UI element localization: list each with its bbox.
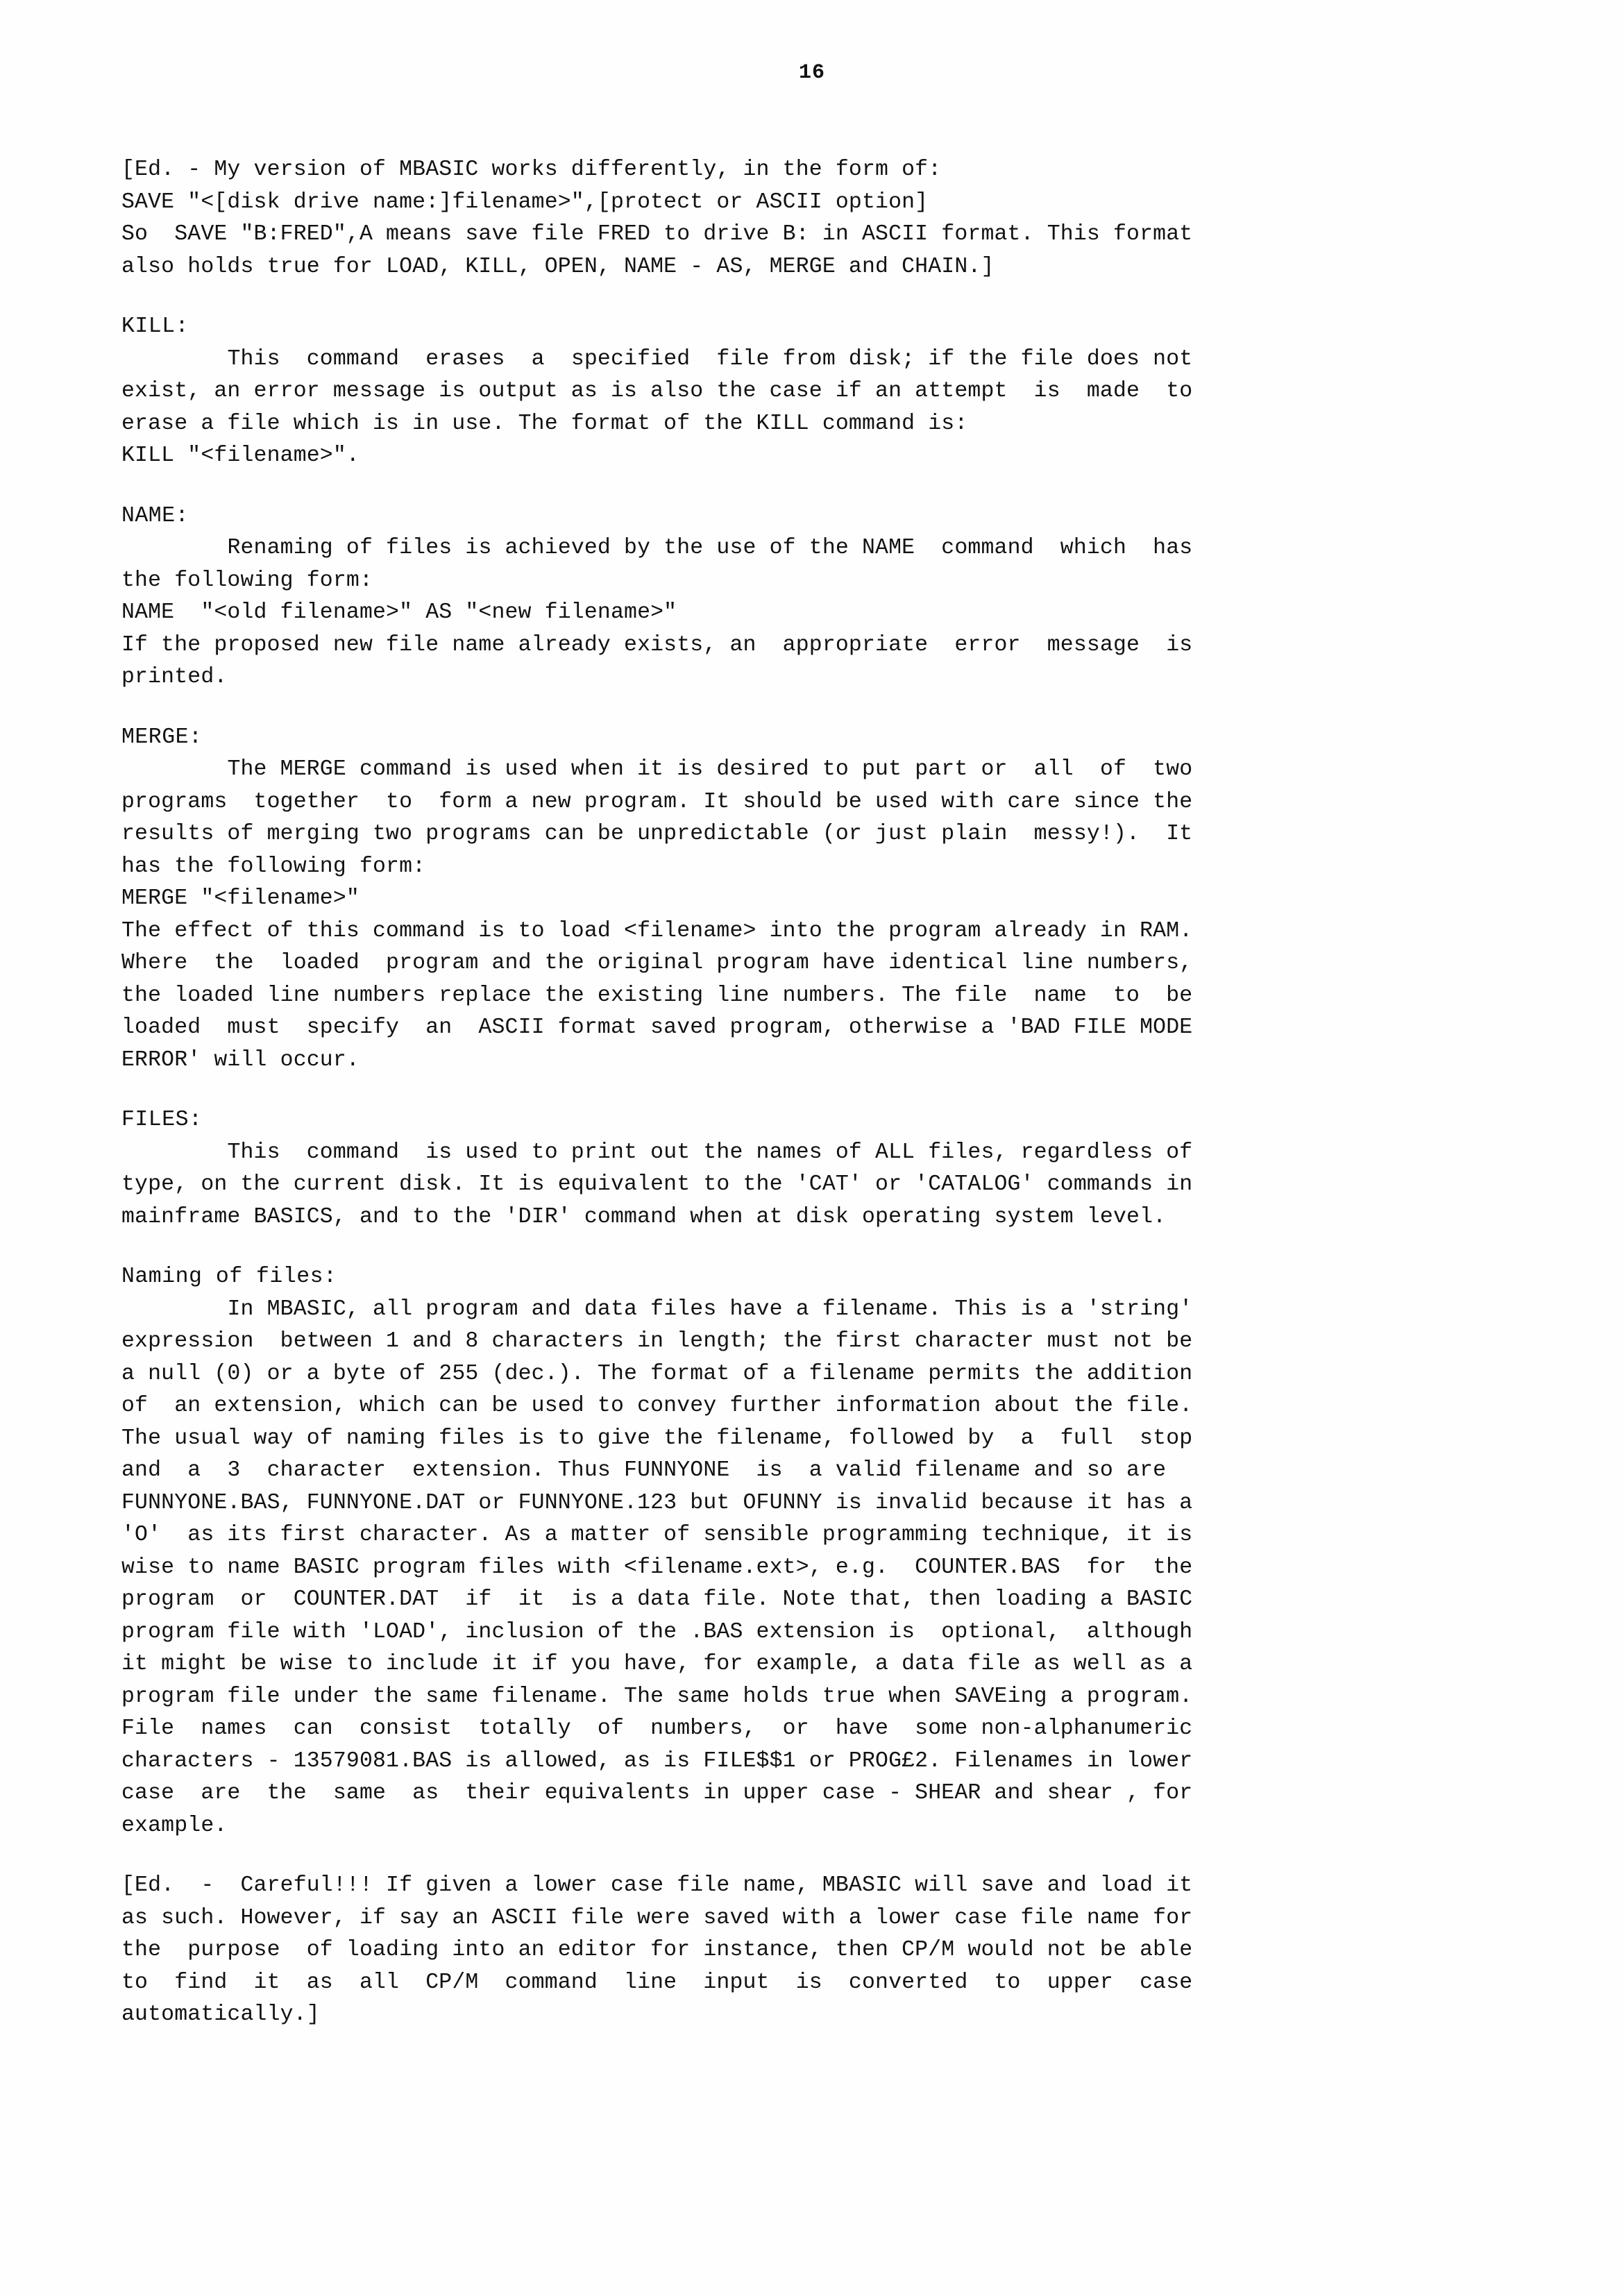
text-line: erase a file which is in use. The format of the KILL command is: bbox=[121, 411, 968, 436]
text-block-files bbox=[121, 1104, 1518, 1233]
text-line: characters - 13579081.BAS is allowed, as is FILE$$1 or PROG£2. Filenames in lower bbox=[121, 1748, 1193, 1773]
text-line: Where the loaded program and the original program have identical line numbers, bbox=[121, 951, 1193, 975]
text-line: The usual way of naming files is to give the filename, followed by a full stop bbox=[121, 1426, 1193, 1451]
text-line: type, on the current disk. It is equivalent to the 'CAT' or 'CATALOG' commands in bbox=[121, 1172, 1193, 1197]
text-line: NAME "<old filename>" AS "<new filename>" bbox=[121, 600, 677, 625]
text-line: results of merging two programs can be unpredictable (or just plain messy!). It bbox=[121, 822, 1193, 846]
text-block-kill bbox=[121, 311, 1518, 473]
text-line: Renaming of files is achieved by the use of the NAME command which has bbox=[121, 536, 1193, 560]
text-line: to find it as all CP/M command line input is converted to upper case bbox=[121, 1970, 1193, 1995]
text-line: expression between 1 and 8 characters in length; the first character must not be bbox=[121, 1329, 1193, 1353]
text-line: the following form: bbox=[121, 568, 373, 593]
text-line: program file with 'LOAD', inclusion of the .BAS extension is optional, although bbox=[121, 1619, 1193, 1644]
text-line: mainframe BASICS, and to the 'DIR' command when at disk operating system level. bbox=[121, 1204, 1167, 1229]
text-line: the loaded line numbers replace the existing line numbers. The file name to be bbox=[121, 983, 1193, 1008]
text-line: So SAVE "B:FRED",A means save file FRED to drive B: in ASCII format. This format bbox=[121, 222, 1193, 246]
text-line: automatically.] bbox=[121, 2002, 320, 2027]
text-line: FUNNYONE.BAS, FUNNYONE.DAT or FUNNYONE.123 but OFUNNY is invalid because it has a bbox=[121, 1490, 1193, 1515]
text-line: SAVE "<[disk drive name:]filename>",[protect or ASCII option] bbox=[121, 189, 929, 214]
text-line: [Ed. - My version of MBASIC works differently, in the form of: bbox=[121, 158, 942, 182]
text-block-naming-of-files bbox=[121, 1261, 1518, 1842]
text-line: has the following form: bbox=[121, 854, 426, 879]
text-line: This command erases a specified file from disk; if the file does not bbox=[121, 346, 1193, 371]
section-heading-files: FILES: bbox=[121, 1108, 203, 1132]
text-block-ed-note-top bbox=[121, 154, 1518, 283]
section-heading-kill: KILL: bbox=[121, 314, 189, 339]
text-line: loaded must specify an ASCII format saved program, otherwise a 'BAD FILE MODE bbox=[121, 1015, 1193, 1040]
text-line: of an extension, which can be used to convey further information about the file. bbox=[121, 1394, 1193, 1418]
text-line: wise to name BASIC program files with <filename.ext>, e.g. COUNTER.BAS for the bbox=[121, 1555, 1193, 1580]
text-line: KILL "<filename>". bbox=[121, 444, 360, 468]
text-line: program file under the same filename. The same holds true when SAVEing a program. bbox=[121, 1684, 1193, 1709]
text-line: printed. bbox=[121, 665, 228, 689]
text-line: program or COUNTER.DAT if it is a data file. Note that, then loading a BASIC bbox=[121, 1587, 1193, 1612]
text-line: In MBASIC, all program and data files have a filename. This is a 'string' bbox=[121, 1297, 1193, 1322]
section-heading-naming-of-files: Naming of files: bbox=[121, 1265, 337, 1289]
text-block-ed-note-bottom bbox=[121, 1870, 1518, 2032]
text-line: case are the same as their equivalents in upper case - SHEAR and shear , for bbox=[121, 1781, 1193, 1805]
text-line: [Ed. - Careful!!! If given a lower case file name, MBASIC will save and load it bbox=[121, 1873, 1193, 1898]
text-line: example. bbox=[121, 1813, 228, 1838]
text-line: exist, an error message is output as is also the case if an attempt is made to bbox=[121, 379, 1193, 403]
text-line: MERGE "<filename>" bbox=[121, 886, 360, 911]
text-line: The effect of this command is to load <filename> into the program already in RAM. bbox=[121, 918, 1193, 943]
page-number: 16 bbox=[798, 61, 825, 85]
text-line: If the proposed new file name already exists, an appropriate error message is bbox=[121, 632, 1193, 657]
section-heading-merge: MERGE: bbox=[121, 725, 203, 750]
text-line: The MERGE command is used when it is desired to put part or all of two bbox=[121, 757, 1193, 782]
text-block-name bbox=[121, 500, 1518, 694]
text-line: also holds true for LOAD, KILL, OPEN, NAME - AS, MERGE and CHAIN.] bbox=[121, 254, 995, 279]
text-line: a null (0) or a byte of 255 (dec.). The format of a filename permits the addition bbox=[121, 1361, 1193, 1386]
document-body bbox=[121, 154, 1518, 2059]
text-line: and a 3 character extension. Thus FUNNYONE is a valid filename and so are bbox=[121, 1458, 1167, 1483]
text-line: programs together to form a new program. It should be used with care since the bbox=[121, 789, 1193, 814]
text-line: File names can consist totally of numbers, or have some non-alphanumeric bbox=[121, 1716, 1193, 1741]
text-line: This command is used to print out the names of ALL files, regardless of bbox=[121, 1140, 1193, 1165]
text-line: it might be wise to include it if you have, for example, a data file as well as a bbox=[121, 1652, 1193, 1676]
section-heading-name: NAME: bbox=[121, 503, 189, 528]
text-line: the purpose of loading into an editor for instance, then CP/M would not be able bbox=[121, 1938, 1193, 1962]
text-block-merge bbox=[121, 722, 1518, 1077]
text-line: ERROR' will occur. bbox=[121, 1047, 360, 1072]
text-line: as such. However, if say an ASCII file were saved with a lower case file name for bbox=[121, 1905, 1193, 1930]
text-line: 'O' as its first character. As a matter of sensible programming technique, it is bbox=[121, 1523, 1193, 1547]
